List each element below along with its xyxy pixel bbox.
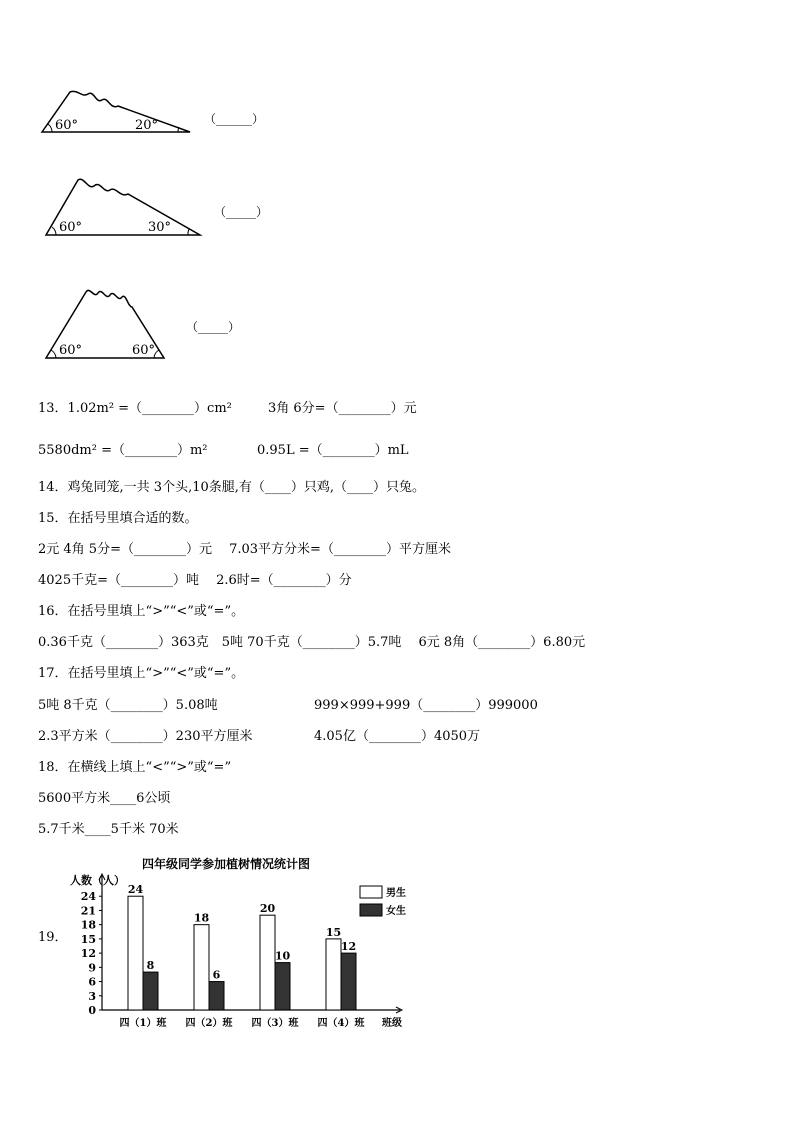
figure-3-angle-right: 60° bbox=[132, 343, 156, 358]
q15-title: 15．在括号里填合适的数。 bbox=[38, 511, 198, 526]
legend-label-boys: 男生 bbox=[386, 888, 406, 899]
x-tick-label: 四（3）班 bbox=[251, 1018, 299, 1029]
y-tick-label: 12 bbox=[80, 947, 96, 961]
q14-text: 14．鸡兔同笼,一共 3个头,10条腿,有（____）只鸡,（____）只兔。 bbox=[38, 480, 426, 495]
y-tick-label: 3 bbox=[88, 989, 96, 1003]
bar bbox=[143, 972, 158, 1010]
q13-line1-part1: 13．1.02m² =（________）cm² bbox=[38, 401, 232, 416]
bar-value-label: 20 bbox=[259, 902, 276, 916]
figure-1-angle-right: 20° bbox=[135, 118, 159, 133]
q16-line1: 0.36千克（________）363克 5吨 70千克（________）5.7吨 6元 8角（________）6.80元 bbox=[38, 635, 586, 650]
bar-value-label: 12 bbox=[340, 940, 357, 954]
bar-value-label: 8 bbox=[146, 959, 155, 973]
figure-triangle-2 bbox=[42, 172, 204, 240]
bar-chart bbox=[70, 852, 420, 1037]
y-tick-label: 21 bbox=[80, 904, 96, 918]
q19-number: 19． bbox=[38, 930, 68, 945]
q13-line2-part1: 5580dm² =（________）m² bbox=[38, 443, 208, 458]
q13-line1-part2: 3角 6分=（________）元 bbox=[268, 401, 417, 416]
q15-line1: 2元 4角 5分=（________）元 7.03平方分米=（________）平方厘米 bbox=[38, 542, 451, 557]
q16-title: 16．在括号里填上“>”“<”或“=”。 bbox=[38, 604, 245, 619]
figure-triangle-1 bbox=[38, 86, 198, 138]
bar-value-label: 24 bbox=[127, 883, 144, 897]
figure-3-answer-blank[interactable]: （_____） bbox=[186, 320, 241, 334]
y-tick-label: 18 bbox=[80, 918, 96, 932]
legend-swatch-girls bbox=[360, 904, 382, 916]
y-tick-label: 6 bbox=[88, 975, 96, 989]
x-tick-label: 四（1）班 bbox=[119, 1018, 167, 1029]
figure-1-angle-left: 60° bbox=[55, 118, 79, 133]
y-tick-label: 15 bbox=[80, 932, 96, 946]
legend-swatch-boys bbox=[360, 886, 382, 898]
q15-line2: 4025千克=（________）吨 2.6时=（________）分 bbox=[38, 573, 352, 588]
bar bbox=[194, 925, 209, 1010]
q17-line1-part2: 999×999+999（________）999000 bbox=[314, 698, 538, 713]
legend-label-girls: 女生 bbox=[386, 906, 406, 917]
bar-value-label: 6 bbox=[212, 968, 221, 982]
bar-value-label: 18 bbox=[193, 911, 210, 925]
bar bbox=[326, 939, 341, 1010]
y-tick-label: 9 bbox=[88, 961, 96, 975]
bar bbox=[275, 963, 290, 1010]
q18-line1: 5600平方米____6公顷 bbox=[38, 791, 171, 806]
figure-3-angle-left: 60° bbox=[59, 343, 83, 358]
figure-trapezoid-3 bbox=[42, 283, 170, 363]
chart-legend bbox=[360, 886, 406, 917]
bar bbox=[341, 953, 356, 1010]
chart-xlabel: 班级 bbox=[382, 1018, 402, 1029]
y-tick-label: 0 bbox=[88, 1004, 96, 1017]
q17-title: 17．在括号里填上“>”“<”或“=”。 bbox=[38, 666, 245, 681]
q17-line2-part1: 2.3平方米（________）230平方厘米 bbox=[38, 729, 253, 744]
y-tick-label: 24 bbox=[80, 890, 96, 904]
bar-value-label: 10 bbox=[274, 949, 291, 963]
q18-title: 18．在横线上填上“<”“>”或“=” bbox=[38, 760, 232, 775]
figure-2-angle-left: 60° bbox=[59, 220, 83, 235]
bar bbox=[128, 896, 143, 1010]
q17-line1-part1: 5吨 8千克（________）5.08吨 bbox=[38, 698, 218, 713]
chart-title: 四年级同学参加植树情况统计图 bbox=[142, 857, 311, 871]
x-tick-label: 四（2）班 bbox=[185, 1018, 233, 1029]
figure-2-answer-blank[interactable]: （_____） bbox=[214, 205, 269, 219]
figure-1-answer-blank[interactable]: （______） bbox=[204, 112, 265, 126]
bar bbox=[209, 982, 224, 1010]
x-tick-label: 四（4）班 bbox=[317, 1018, 365, 1029]
figure-2-angle-right: 30° bbox=[148, 220, 172, 235]
chart-ylabel: 人数（人） bbox=[70, 874, 125, 887]
bar-value-label: 15 bbox=[325, 925, 342, 939]
q13-line2-part2: 0.95L =（________）mL bbox=[257, 443, 409, 458]
bar bbox=[260, 915, 275, 1010]
q18-line2: 5.7千米____5千米 70米 bbox=[38, 822, 179, 837]
q17-line2-part2: 4.05亿（________）4050万 bbox=[314, 729, 481, 744]
